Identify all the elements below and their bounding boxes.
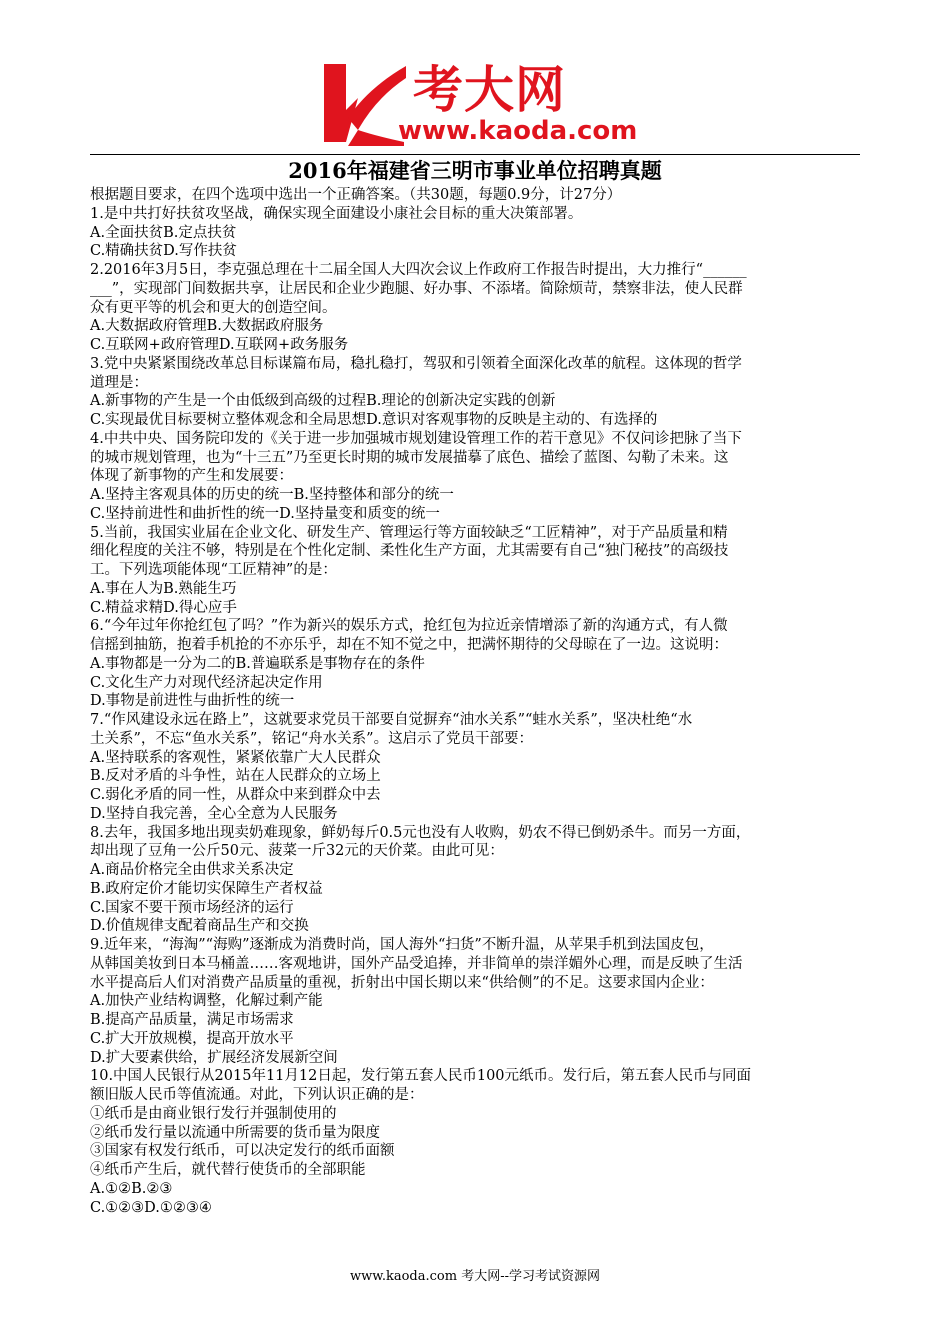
text-line: 道理是： [90, 374, 148, 391]
text-line: 9.近年来，“海淘”“海购”逐渐成为消费时尚，国人海外“扫货”不断升温，从苹果手机到法国皮包， [90, 937, 714, 953]
text-line: ①纸币是由商业银行发行并强制使用的 [90, 1105, 337, 1122]
text-line: 7.“作风建设永远在路上”，这就要求党员干部要自觉摒弃“油水关系”“蛙水关系”，坚决杜绝“水 [90, 712, 693, 728]
text-line: D.坚持自我完善，全心全意为人民服务 [90, 805, 338, 822]
text-line: 从韩国美妆到日本马桶盖……客观地讲，国外产品受追捧，并非简单的崇洋媚外心理，而是反映了生活 [90, 955, 743, 972]
page-footer: www.kaoda.com 考大网--学习考试资源网 [350, 1269, 600, 1284]
text-line: 6.“今年过年你抢红包了吗？”作为新兴的娱乐方式，抢红包为拉近亲情增添了新的沟通方式，有人微 [90, 618, 728, 635]
logo-url: www.kaoda.com [398, 116, 638, 146]
text-line: 8.去年，我国多地出现卖奶难现象，鲜奶每斤0.5元也没有人收购，奶农不得已倒奶杀牛。而另一方面， [90, 824, 751, 841]
text-line: B.提高产品质量，满足市场需求 [90, 1012, 294, 1028]
text-line: 根据题目要求，在四个选项中选出一个正确答案。（共30题，每题0.9分，计27分） [90, 187, 622, 203]
text-line: C.精确扶贫D.写作扶贫 [90, 243, 237, 260]
text-line: 2.2016年3月5日，李克强总理在十二届全国人大四次会议上作政府工作报告时提出，大力推行“______ [90, 262, 747, 278]
text-line: C.扩大开放规模，提高开放水平 [90, 1030, 294, 1047]
text-line: 工。下列选项能体现“工匠精神”的是： [90, 562, 337, 578]
text-line: A.商品价格完全由供求关系决定 [90, 862, 294, 878]
header-divider [90, 154, 860, 155]
text-line: 却出现了豆角一公斤50元、菠菜一斤32元的天价菜。由此可见： [90, 843, 504, 860]
kaoda-logo [318, 58, 638, 150]
text-line: A.加快产业结构调整，化解过剩产能 [90, 993, 323, 1010]
text-line: 3.党中央紧紧围绕改革总目标谋篇布局，稳扎稳打，驾驭和引领着全面深化改革的航程。这体现的哲学 [90, 355, 742, 372]
document-body [90, 186, 860, 1217]
text-line: 10.中国人民银行从2015年11月12日起，发行第五套人民币100元纸币。发行后，第五套人民币与同面 [90, 1068, 752, 1085]
text-line: C.互联网+政府管理D.互联网+政务服务 [90, 337, 349, 353]
text-line: 1.是中共打好扶贫攻坚战，确保实现全面建设小康社会目标的重大决策部署。 [90, 205, 583, 222]
text-line: 信摇到抽筋，抱着手机抢的不亦乐乎，却在不知不觉之中，把满怀期待的父母晾在了一边。这说明： [90, 637, 728, 653]
text-line: A.大数据政府管理B.大数据政府服务 [90, 318, 324, 335]
text-line: ②纸币发行量以流通中所需要的货币量为限度 [90, 1124, 380, 1141]
text-line: A.坚持主客观具体的历史的统一B.坚持整体和部分的统一 [90, 487, 454, 503]
text-line: ④纸币产生后，就代替行使货币的全部职能 [90, 1162, 366, 1178]
text-line: 水平提高后人们对消费产品质量的重视，折射出中国长期以来“供给侧”的不足。这要求国内企业： [90, 974, 714, 991]
k-logo-mark-icon [318, 58, 410, 148]
text-line: C.实现最优目标要树立整体观念和全局思想D.意识对客观事物的反映是主动的、有选择的 [90, 412, 658, 428]
text-line: C.①②③D.①②③④ [90, 1199, 212, 1216]
text-line: 额旧版人民币等值流通。对此，下列认识正确的是： [90, 1087, 424, 1103]
text-line: A.①②B.②③ [90, 1180, 173, 1197]
text-line: A.事物都是一分为二的B.普遍联系是事物存在的条件 [90, 655, 425, 672]
text-line: B.政府定价才能切实保障生产者权益 [90, 880, 323, 897]
document-title: 2016年福建省三明市事业单位招聘真题 [288, 158, 662, 183]
text-line: C.精益求精D.得心应手 [90, 599, 237, 616]
text-line: C.文化生产力对现代经济起决定作用 [90, 674, 323, 691]
text-line: D.价值规律支配着商品生产和交换 [90, 918, 309, 935]
text-line: 众有更平等的机会和更大的创造空间。 [90, 299, 337, 316]
text-line: A.新事物的产生是一个由低级到高级的过程B.理论的创新决定实践的创新 [90, 393, 556, 410]
text-line: A.坚持联系的客观性，紧紧依靠广大人民群众 [90, 749, 381, 766]
text-line: B.反对矛盾的斗争性，站在人民群众的立场上 [90, 768, 381, 785]
text-line: 5.当前，我国实业届在企业文化、研发生产、管理运行等方面较缺乏“工匠精神”，对于产品质量和精 [90, 524, 728, 541]
text-line: A.全面扶贫B.定点扶贫 [90, 224, 237, 241]
text-line: 体现了新事物的产生和发展要： [90, 468, 293, 485]
text-line: C.国家不要干预市场经济的运行 [90, 899, 294, 916]
text-line: C.弱化矛盾的同一性，从群众中来到群众中去 [90, 787, 381, 803]
text-line: D.事物是前进性与曲折性的统一 [90, 693, 295, 710]
text-line: ___”，实现部门间数据共享，让居民和企业少跑腿、好办事、不添堵。简除烦苛，禁察非法，使人民群 [90, 280, 743, 297]
text-line: ③国家有权发行纸币，可以决定发行的纸币面额 [90, 1143, 395, 1160]
text-line: C.坚持前进性和曲折性的统一D.坚持量变和质变的统一 [90, 505, 440, 522]
text-line: D.扩大要素供给，扩展经济发展新空间 [90, 1049, 338, 1066]
logo-site-name: 考大网 [413, 61, 566, 119]
text-line: 的城市规划管理，也为“十三五”乃至更长时期的城市发展描摹了底色、描绘了蓝图、勾勒了未来。这 [90, 449, 729, 466]
text-line: A.事在人为B.熟能生巧 [90, 580, 237, 597]
text-line: 4.中共中央、国务院印发的《关于进一步加强城市规划建设管理工作的若干意见》不仅问诊把脉了当下 [90, 430, 742, 447]
text-line: 土关系”，不忘“鱼水关系”，铭记“舟水关系”。这启示了党员干部要： [90, 730, 534, 747]
text-line: 细化程度的关注不够，特别是在个性化定制、柔性化生产方面，尤其需要有自己“独门秘技”的高级技 [90, 543, 729, 560]
